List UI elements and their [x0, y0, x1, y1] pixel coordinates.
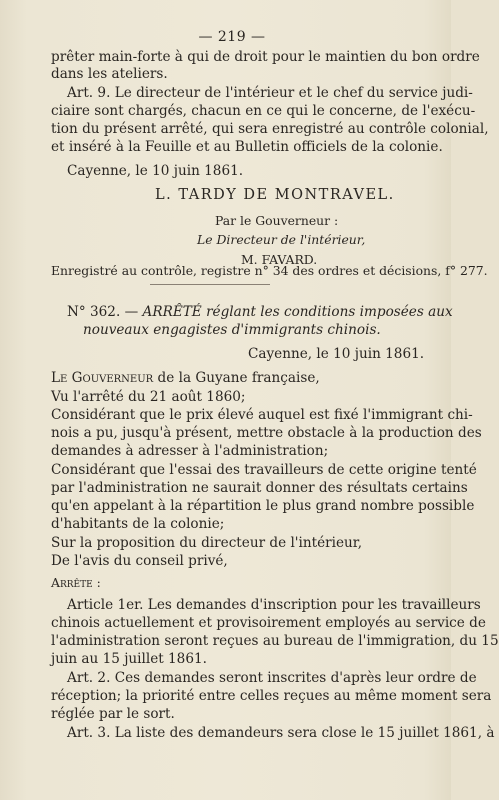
par-le-gouverneur: Par le Gouverneur :: [215, 213, 339, 228]
vu-line: Vu l'arrêté du 21 août 1860;: [51, 389, 246, 405]
place-date: Cayenne, le 10 juin 1861.: [67, 163, 244, 179]
directeur-title: Le Directeur de l'intérieur,: [197, 232, 366, 247]
avis-line: De l'avis du conseil privé,: [51, 553, 228, 569]
text-line: et inséré à la Feuille et au Bulletin officiels de la colonie.: [51, 139, 443, 155]
signature: L. TARDY DE MONTRAVEL.: [155, 187, 395, 203]
text-line: nois a pu, jusqu'à présent, mettre obstacle à la production des: [51, 425, 482, 441]
governor-line: [51, 369, 413, 387]
text-line: chinois actuellement et provisoirement employés au service de: [51, 615, 486, 631]
decree-title-keyword: ARRÊTÉ: [142, 304, 202, 320]
text-line: tion du présent arrêté, qui sera enregistré au contrôle colonial,: [51, 121, 489, 137]
decree-title: réglant les conditions imposées aux: [206, 304, 453, 320]
signatory-favard: M. FAVARD.: [241, 252, 318, 267]
governor-rest: de la Guyane française,: [157, 370, 320, 386]
decree-date: Cayenne, le 10 juin 1861.: [248, 346, 425, 362]
text-line: demandes à adresser à l'administration;: [51, 443, 329, 459]
text-line: réglée par le sort.: [51, 706, 175, 722]
page-number: — 219 —: [198, 29, 266, 45]
arrete-label: Arrête :: [51, 575, 101, 590]
text-line: l'administration seront reçues au bureau de l'immigration, du 15: [51, 633, 499, 649]
article-9-line: Art. 9. Le directeur de l'intérieur et le chef du service judi-: [67, 85, 473, 101]
text-line: juin au 15 juillet 1861.: [51, 651, 207, 667]
governor-smallcaps: Le Gouverneur: [51, 370, 154, 386]
text-line: prêter main-forte à qui de droit pour le maintien du bon ordre: [51, 49, 480, 65]
registration-note: Enregistré au contrôle, registre n° 34 des ordres et décisions, f° 277.: [51, 263, 488, 278]
decree-title-line2: nouveaux engagistes d'immigrants chinois.: [83, 322, 381, 338]
article-1: Article 1er. Les demandes d'inscription pour les travailleurs: [67, 597, 481, 613]
considerant-1: Considérant que le prix élevé auquel est fixé l'immigrant chi-: [51, 407, 473, 423]
decree-heading: [51, 303, 453, 321]
separator-rule: [150, 284, 270, 285]
text-line: ciaire sont chargés, chacun en ce qui le concerne, de l'exécu-: [51, 103, 476, 119]
text-line: qu'en appelant à la répartition le plus grand nombre possible: [51, 498, 475, 514]
considerant-2: Considérant que l'essai des travailleurs de cette origine tenté: [51, 462, 477, 478]
proposition-line: Sur la proposition du directeur de l'intérieur,: [51, 535, 363, 551]
article-3: Art. 3. La liste des demandeurs sera close le 15 juillet 1861, à: [67, 725, 495, 741]
text-line: dans les ateliers.: [51, 66, 168, 82]
article-2: Art. 2. Ces demandes seront inscrites d'après leur ordre de: [67, 670, 477, 686]
text-line: réception; la priorité entre celles reçues au même moment sera: [51, 688, 492, 704]
decree-dash: —: [124, 304, 139, 320]
text-line: par l'administration ne saurait donner des résultats certains: [51, 480, 468, 496]
text-line: d'habitants de la colonie;: [51, 516, 225, 532]
decree-number: N° 362.: [67, 304, 121, 320]
